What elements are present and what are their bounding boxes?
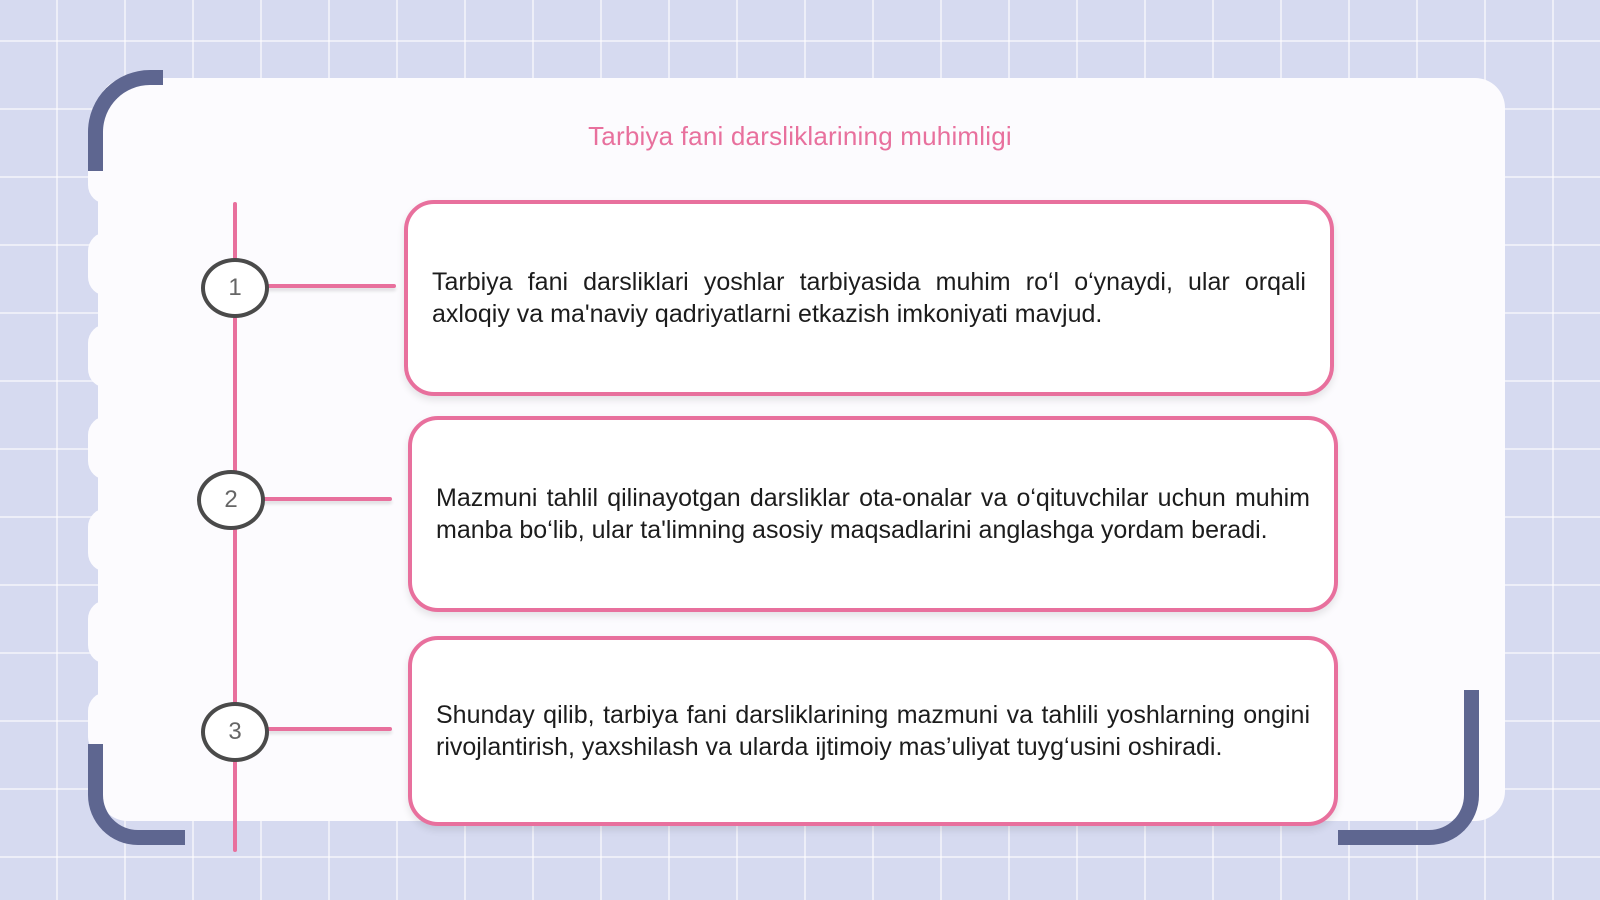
step-box-3 [408,636,1338,826]
step-text-1: Tarbiya fani darsliklari yoshlar tarbiyasida muhim ro‘l o‘ynaydi, ular orqali axloqiy va ma'naviy qadriyatlarni etkazish imkoniyati mavjud. [432,268,1306,328]
connector-line-2 [262,497,392,501]
step-box-1 [404,200,1334,396]
step-box-2 [408,416,1338,612]
connector-line-3 [266,727,392,731]
card-scallop [88,232,126,296]
step-text-2: Mazmuni tahlil qilinayotgan darsliklar ota-onalar va o‘qituvchilar uchun muhim manba bo‘lib, ular ta'limning asosiy maqsadlarini anglashga yordam beradi. [436,484,1310,544]
step-number-2: 2 [197,470,265,530]
step-text-3: Shunday qilib, tarbiya fani darsliklarining mazmuni va tahlili yoshlarning ongini rivojlantirish, yaxshilash va ularda ijtimoiy mas’uliyat tuyg‘usini oshiradi. [436,701,1310,761]
slide-title: Tarbiya fani darsliklarining muhimligi [588,121,1012,151]
card-scallop [88,416,126,480]
card-scallop [88,324,126,388]
corner-bracket-bottom-right [1338,690,1479,845]
connector-line-1 [266,284,396,288]
step-number-1: 1 [201,258,269,318]
card-scallop [88,600,126,664]
card-scallop [88,508,126,572]
corner-bracket-bottom-left [88,744,185,845]
step-number-3: 3 [201,702,269,762]
